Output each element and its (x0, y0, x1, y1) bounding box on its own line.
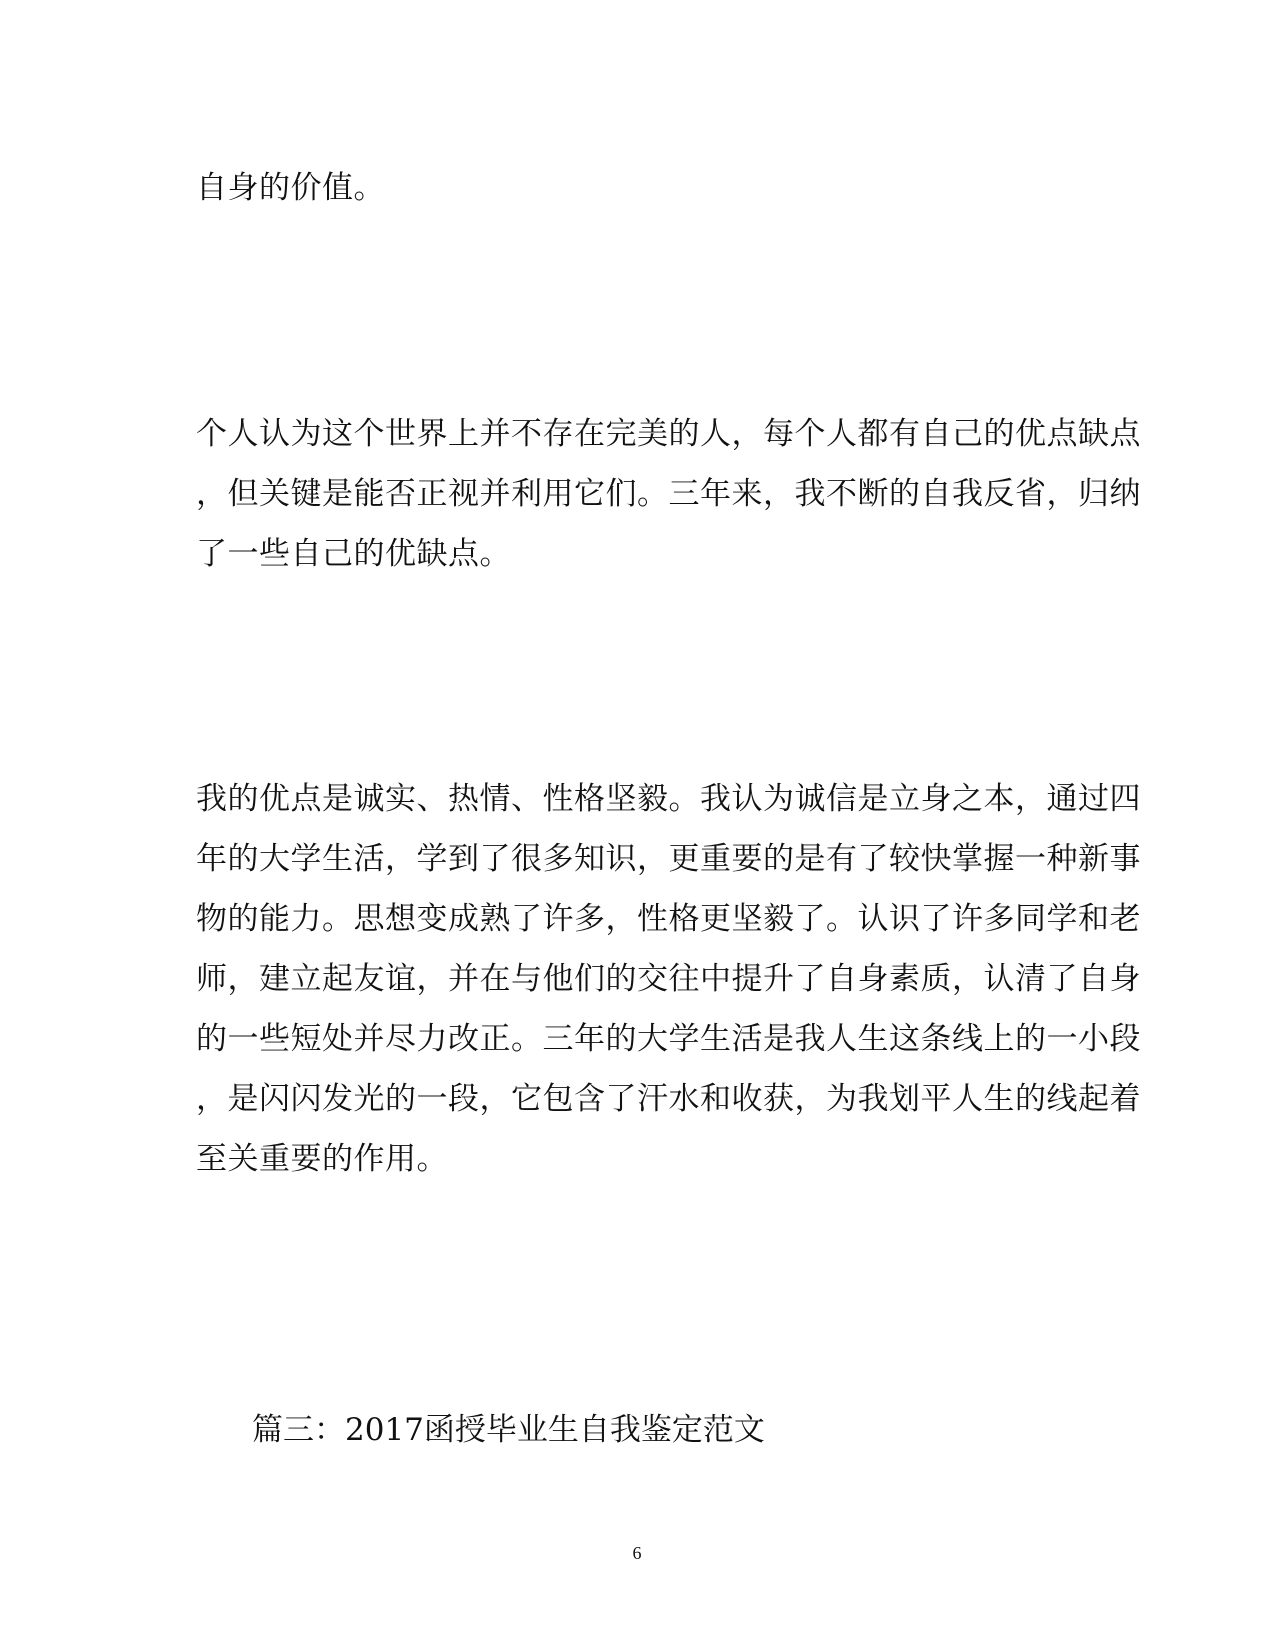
paragraph-1-line-1: 自身的价值。 (196, 170, 385, 206)
paragraph-3-line-6: ，是闪闪发光的一段，它包含了汗水和收获，为我划平人生的线起着 (196, 1081, 1141, 1117)
paragraph-3-line-4: 师，建立起友谊，并在与他们的交往中提升了自身素质，认清了自身 (196, 961, 1141, 997)
paragraph-3-line-1: 我的优点是诚实、热情、性格坚毅。我认为诚信是立身之本，通过四 (196, 781, 1141, 817)
section-heading: 篇三：2017函授毕业生自我鉴定范文 (252, 1412, 765, 1448)
paragraph-2-line-3: 了一些自己的优缺点。 (196, 536, 511, 572)
paragraph-3-line-3: 物的能力。思想变成熟了许多，性格更坚毅了。认识了许多同学和老 (196, 901, 1141, 937)
paragraph-3-line-2: 年的大学生活，学到了很多知识，更重要的是有了较快掌握一种新事 (196, 841, 1141, 877)
paragraph-3-line-7: 至关重要的作用。 (196, 1141, 448, 1177)
paragraph-2-line-2: ，但关键是能否正视并利用它们。三年来，我不断的自我反省，归纳 (196, 476, 1141, 512)
paragraph-3-line-5: 的一些短处并尽力改正。三年的大学生活是我人生这条线上的一小段 (196, 1021, 1141, 1057)
paragraph-2-line-1: 个人认为这个世界上并不存在完美的人，每个人都有自己的优点缺点 (196, 416, 1141, 452)
page-number: 6 (632, 1543, 642, 1563)
